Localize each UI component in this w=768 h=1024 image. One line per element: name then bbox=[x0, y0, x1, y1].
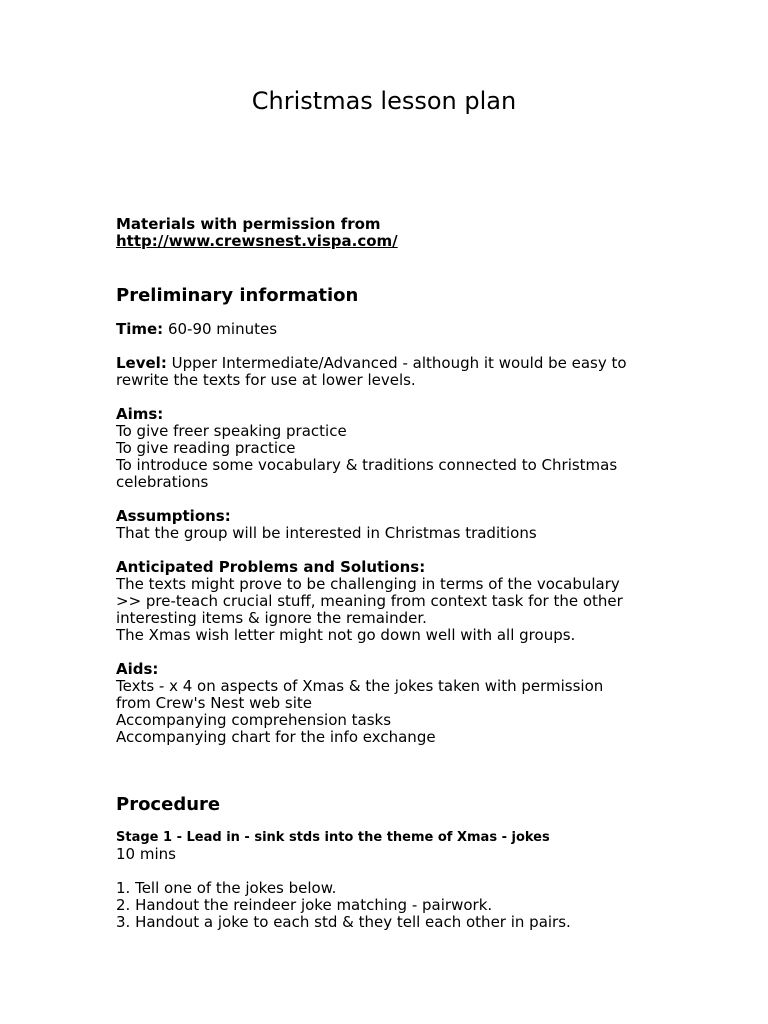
time-label: Time: bbox=[116, 320, 164, 338]
problem-line: The texts might prove to be challenging in terms of the vocabulary bbox=[116, 575, 620, 593]
level-line bbox=[116, 355, 676, 372]
problem-line: interesting items & ignore the remainder. bbox=[116, 609, 427, 627]
time-line bbox=[116, 321, 676, 338]
document-body bbox=[116, 216, 676, 931]
document-title: Christmas lesson plan bbox=[251, 87, 517, 115]
aids-label: Aids: bbox=[116, 660, 159, 678]
aim-item: celebrations bbox=[116, 473, 209, 491]
stage1-time: 10 mins bbox=[116, 845, 176, 863]
aim-item: To introduce some vocabulary & traditions connected to Christmas bbox=[116, 456, 618, 474]
problem-line: >> pre-teach crucial stuff, meaning from context task for the other bbox=[116, 592, 623, 610]
aid-item: Accompanying comprehension tasks bbox=[116, 711, 392, 729]
assumptions-label: Assumptions: bbox=[116, 507, 231, 525]
materials-link[interactable]: http://www.crewsnest.vispa.com/ bbox=[116, 232, 398, 250]
level-label: Level: bbox=[116, 354, 167, 372]
aim-item: To give reading practice bbox=[116, 439, 296, 457]
procedure-step: 3. Handout a joke to each std & they tell each other in pairs. bbox=[116, 913, 571, 931]
stage1-label: Stage 1 - Lead in - sink stds into the theme of Xmas - jokes bbox=[116, 830, 550, 845]
time-value: 60-90 minutes bbox=[163, 320, 278, 338]
aid-item: Accompanying chart for the info exchange bbox=[116, 728, 436, 746]
problems-label: Anticipated Problems and Solutions: bbox=[116, 558, 426, 576]
assumptions-text: That the group will be interested in Christmas traditions bbox=[116, 524, 537, 542]
procedure-step: 2. Handout the reindeer joke matching - pairwork. bbox=[116, 896, 493, 914]
level-value-1: Upper Intermediate/Advanced - although it would be easy to bbox=[166, 354, 627, 372]
aid-item: Texts - x 4 on aspects of Xmas & the jokes taken with permission bbox=[116, 677, 604, 695]
problem-line: The Xmas wish letter might not go down well with all groups. bbox=[116, 626, 576, 644]
procedure-heading: Procedure bbox=[116, 794, 221, 815]
aim-item: To give freer speaking practice bbox=[116, 422, 347, 440]
aims-label: Aims: bbox=[116, 405, 164, 423]
level-value-2: rewrite the texts for use at lower levels. bbox=[116, 371, 416, 389]
procedure-step: 1. Tell one of the jokes below. bbox=[116, 879, 337, 897]
materials-label: Materials with permission from bbox=[116, 215, 381, 233]
preliminary-heading: Preliminary information bbox=[116, 285, 359, 306]
aid-item: from Crew's Nest web site bbox=[116, 694, 312, 712]
